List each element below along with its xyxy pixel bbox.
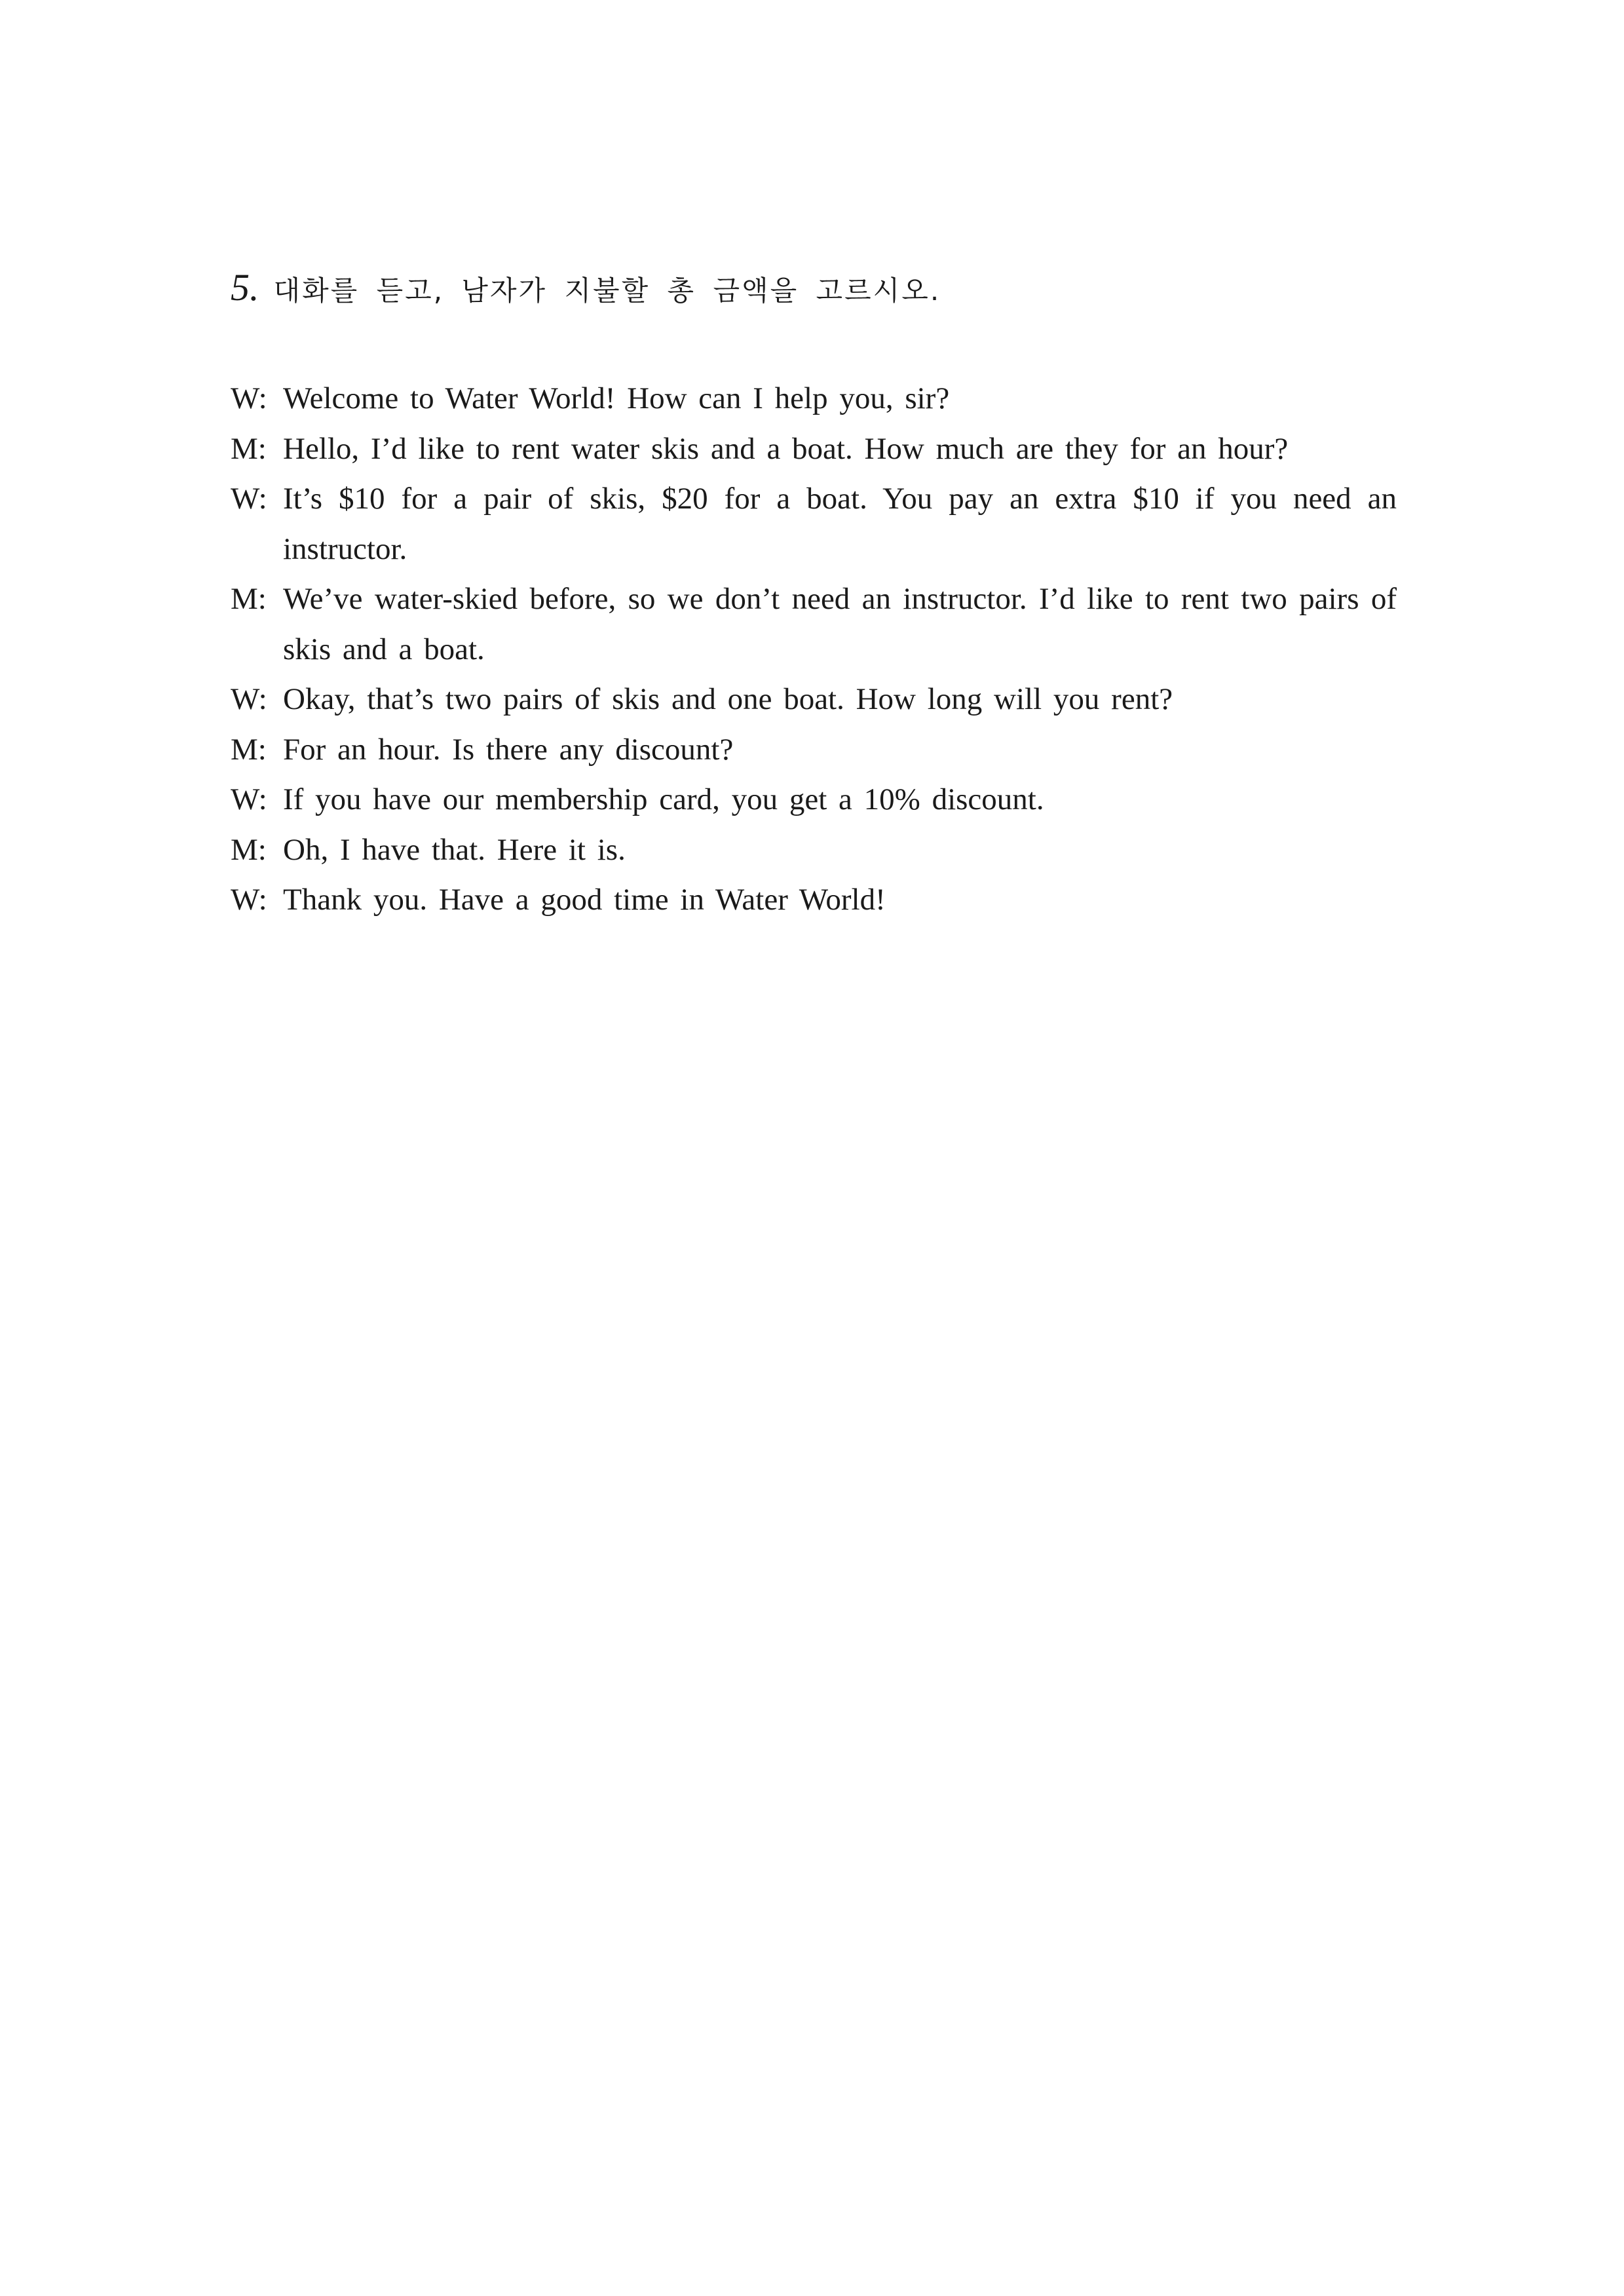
- speaker-label: W:: [231, 381, 267, 415]
- dialogue-line: [231, 574, 1397, 674]
- question-number: 5.: [231, 266, 259, 309]
- speaker-label: W:: [231, 782, 267, 816]
- dialogue-text: Hello, I’d like to rent water skis and a boat. How much are they for an hour?: [283, 431, 1289, 466]
- dialogue-line: [231, 424, 1397, 474]
- question-header: [231, 265, 941, 318]
- question-prompt: 대화를 듣고, 남자가 지불할 총 금액을 고르시오.: [273, 275, 941, 307]
- dialogue-text: For an hour. Is there any discount?: [283, 732, 734, 767]
- dialogue-line: [231, 875, 1397, 925]
- dialogue-line: [231, 373, 1397, 424]
- speaker-label: M:: [231, 431, 267, 466]
- speaker-label: W:: [231, 482, 267, 516]
- dialogue-line: [231, 725, 1397, 775]
- dialogue-text: If you have our membership card, you get a 10% discount.: [283, 782, 1044, 816]
- dialogue-text: Thank you. Have a good time in Water World!: [283, 883, 886, 917]
- dialogue-line: [231, 825, 1397, 875]
- dialogue-text: It’s $10 for a pair of skis, $20 for a boat. You pay an extra $10 if you need an instructor.: [283, 482, 1397, 566]
- speaker-label: W:: [231, 883, 267, 917]
- dialogue-line: [231, 674, 1397, 725]
- dialogue-text: Okay, that’s two pairs of skis and one boat. How long will you rent?: [283, 682, 1173, 716]
- speaker-label: M:: [231, 582, 267, 616]
- dialogue-text: We’ve water-skied before, so we don’t need an instructor. I’d like to rent two pairs of skis and a boat.: [283, 582, 1397, 666]
- speaker-label: M:: [231, 732, 267, 767]
- dialogue-line: [231, 474, 1397, 574]
- speaker-label: W:: [231, 682, 267, 716]
- speaker-label: M:: [231, 832, 267, 867]
- dialogue-transcript: [231, 373, 1397, 925]
- dialogue-text: Oh, I have that. Here it is.: [283, 832, 626, 867]
- dialogue-text: Welcome to Water World! How can I help you, sir?: [283, 381, 950, 415]
- dialogue-line: [231, 775, 1397, 825]
